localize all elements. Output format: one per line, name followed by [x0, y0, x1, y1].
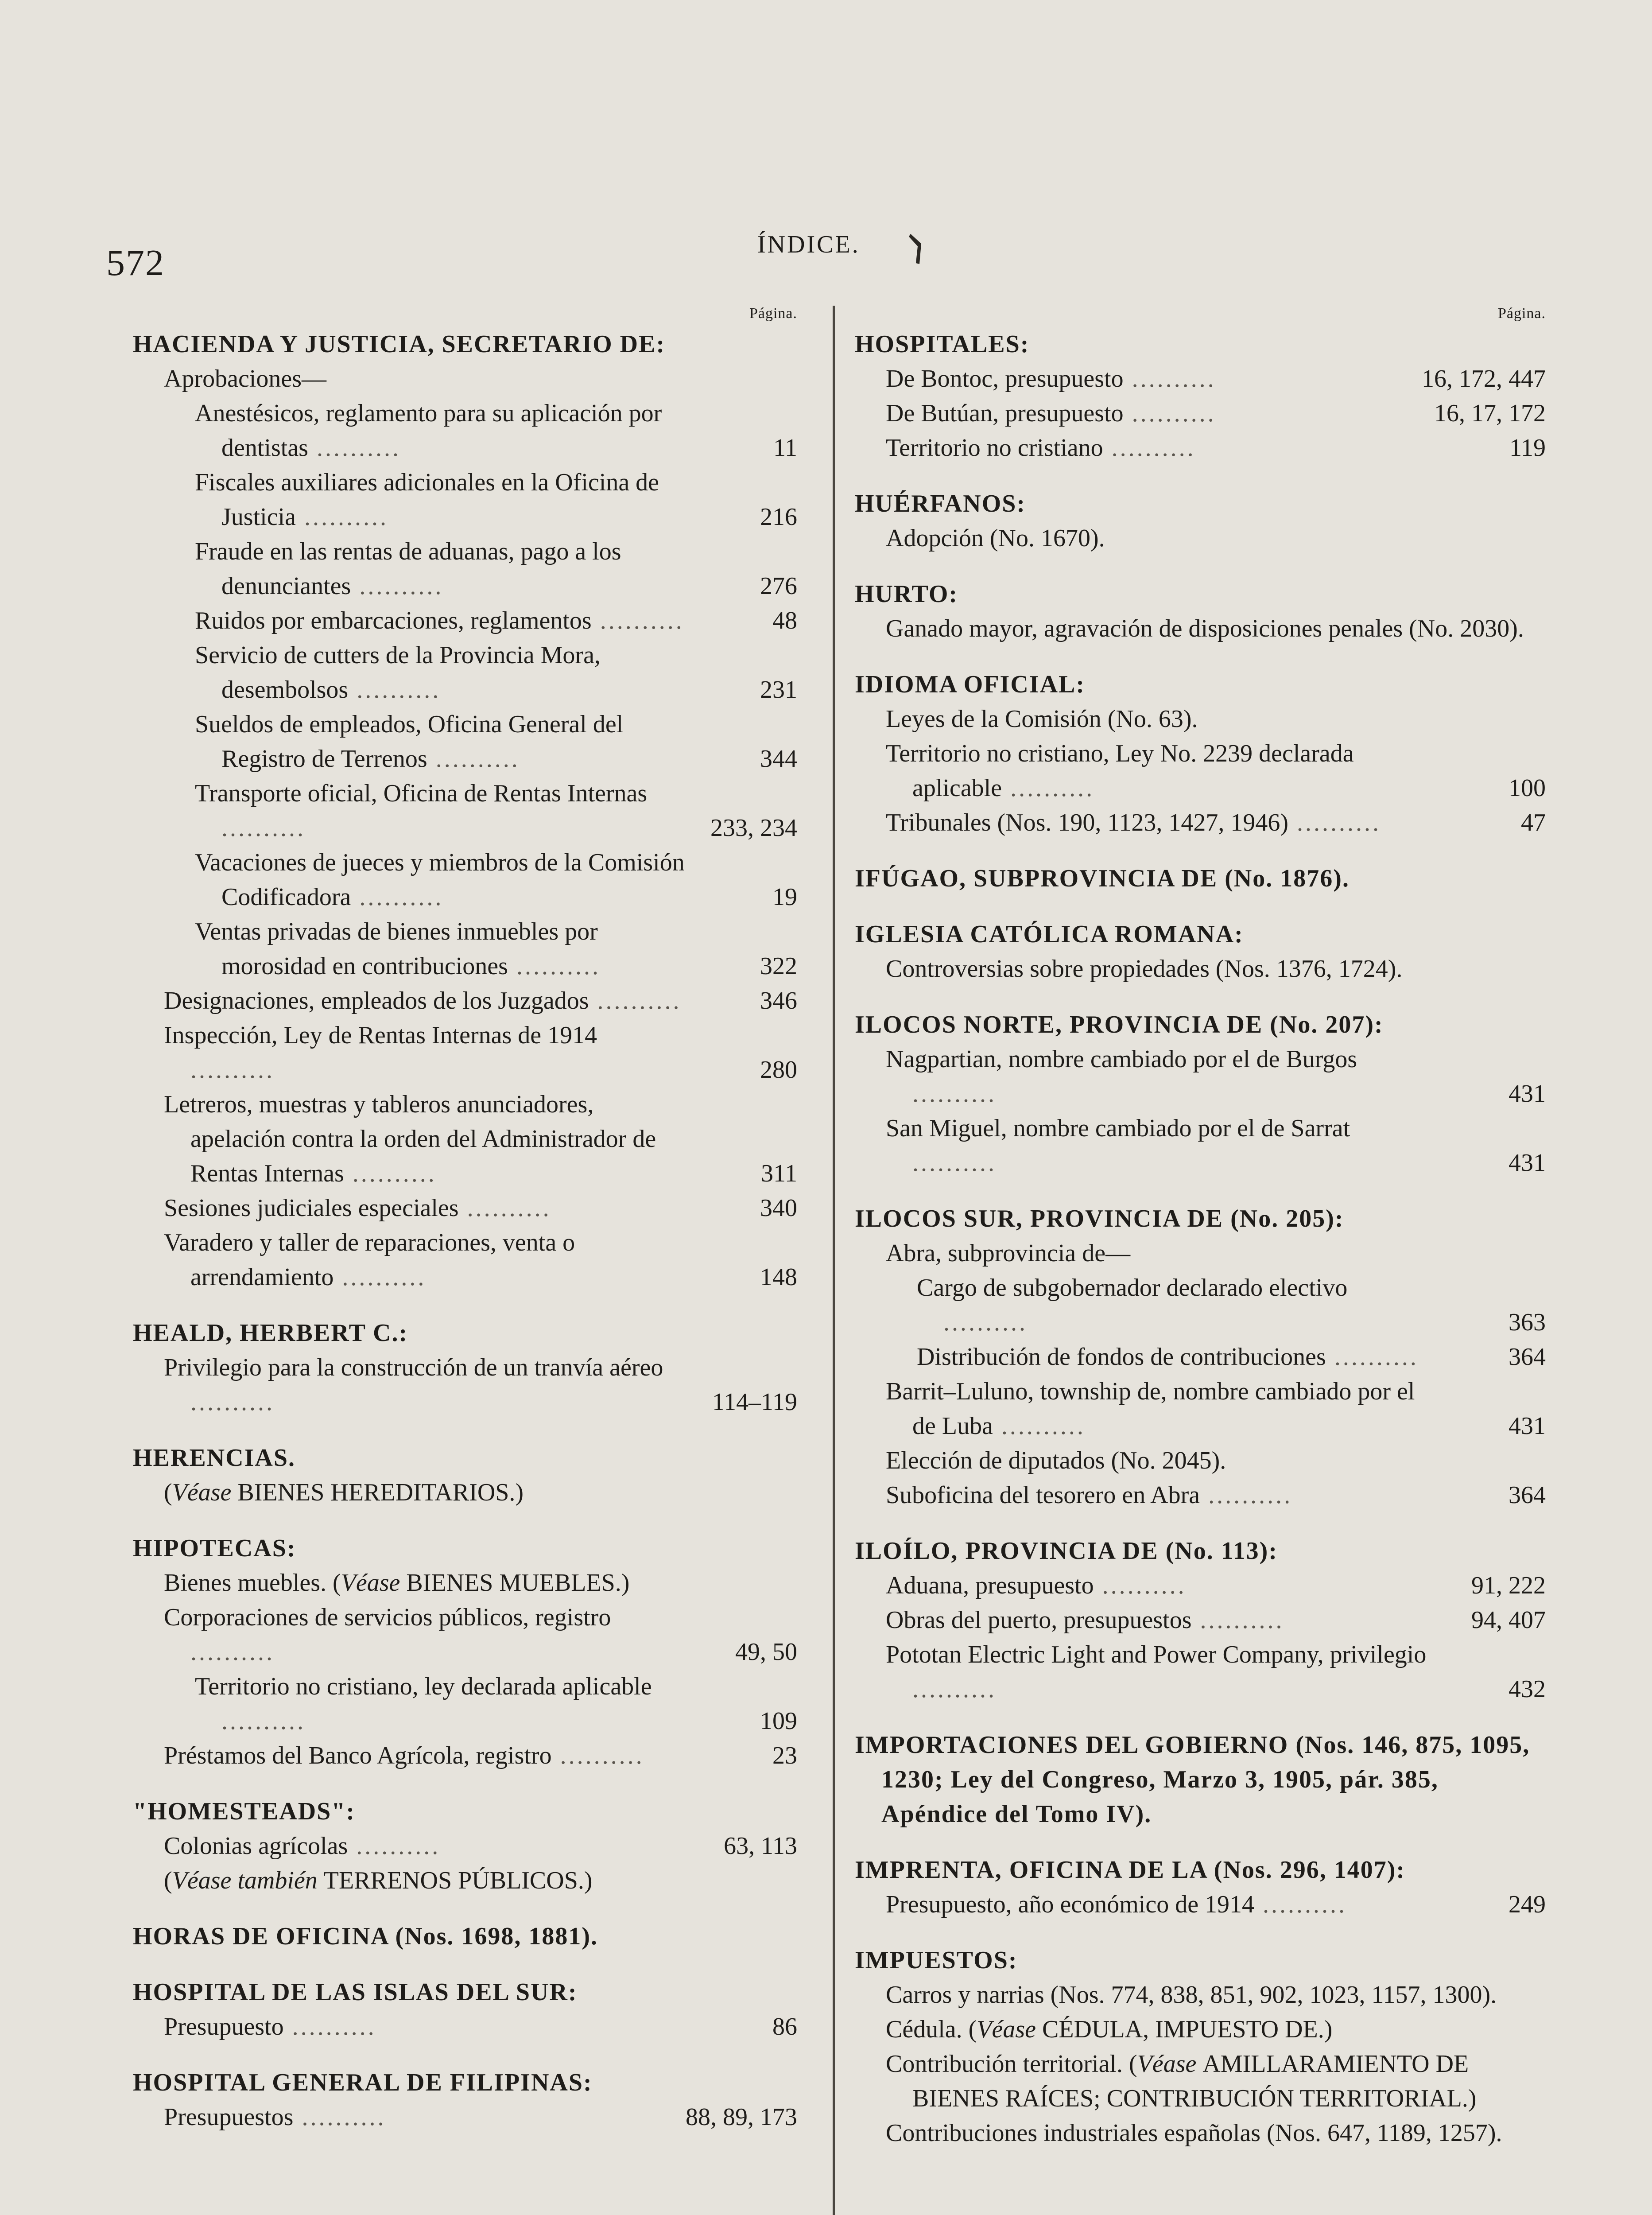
- index-heading: [133, 1794, 797, 1829]
- index-subentry: [855, 1236, 1546, 1271]
- running-head: ÍNDICE.: [757, 231, 860, 258]
- cross-reference-target: BIENES MUEBLES.: [406, 1569, 621, 1597]
- index-subentry: [855, 1111, 1546, 1180]
- leader-dots: ..........: [351, 572, 444, 600]
- index-heading-text: HIPOTECAS:: [133, 1535, 296, 1562]
- index-column-right: [855, 306, 1546, 2150]
- index-subentry: [855, 431, 1546, 465]
- index-entry: [133, 1531, 797, 1773]
- leader-dots: ..........: [295, 503, 388, 531]
- index-heading: [133, 1441, 797, 1475]
- subentry-text: Suboficina del tesorero en Abra: [886, 1481, 1200, 1509]
- leader-dots: ..........: [351, 883, 444, 911]
- leader-dots: ..........: [943, 1309, 1028, 1336]
- index-heading: [855, 1943, 1546, 1978]
- leader-dots: ..........: [1002, 774, 1095, 802]
- subentry-text: Barrit–Luluno, township de, nombre cambiado por el de Luba: [886, 1378, 1415, 1440]
- subentry-text: Fraude en las rentas de aduanas, pago a los denunciantes: [195, 538, 621, 600]
- page-column-label: Página.: [749, 305, 797, 322]
- page-reference: 344: [760, 745, 797, 773]
- page-reference: 88, 89, 173: [686, 2103, 797, 2131]
- index-subentry: [855, 1887, 1546, 1922]
- leader-dots: ..........: [591, 607, 684, 634]
- page-reference: 49, 50: [735, 1638, 797, 1666]
- page-reference: 63, 113: [724, 1832, 797, 1860]
- subentry-text: Ganado mayor, agravación de disposiciones penales (No. 2030).: [886, 615, 1524, 642]
- subentry-text: Distribución de fondos de contribuciones: [917, 1343, 1326, 1371]
- index-heading-text: HOSPITAL GENERAL DE FILIPINAS:: [133, 2069, 593, 2096]
- index-subentry: [133, 1191, 797, 1225]
- cross-reference: (Véase BIENES HEREDITARIOS.): [164, 1479, 524, 1506]
- index-heading-text: HERENCIAS.: [133, 1444, 295, 1472]
- page-reference: 346: [760, 987, 797, 1014]
- subentry-text: Territorio no cristiano, Ley No. 2239 declarada aplicable: [886, 740, 1354, 802]
- leader-dots: ..........: [1123, 365, 1216, 392]
- subentry-text: Cargo de subgobernador declarado electivo: [917, 1274, 1348, 1302]
- index-subentry: [133, 1669, 797, 1738]
- subentry-text: Inspección, Ley de Rentas Internas de 1914: [164, 1022, 597, 1049]
- cross-reference-lead: Contribución territorial.: [886, 2050, 1129, 2078]
- index-heading-text: HOSPITALES:: [855, 330, 1030, 358]
- see-label: Véase también: [172, 1867, 318, 1894]
- index-heading: [133, 2065, 797, 2100]
- index-subentry: [855, 1443, 1546, 1478]
- leader-dots: ..........: [1288, 809, 1381, 836]
- index-subentry: [133, 2100, 797, 2134]
- leader-dots: ..........: [912, 1149, 997, 1177]
- index-entry: [855, 1728, 1546, 1831]
- subentry-text: Aduana, presupuesto: [886, 1572, 1094, 1599]
- leader-dots: ..........: [221, 814, 306, 842]
- subentry-text: Pototan Electric Light and Power Company, privilegio: [886, 1641, 1427, 1668]
- leader-dots: ..........: [283, 2013, 376, 2040]
- page-reference: 431: [1509, 1412, 1546, 1440]
- cross-reference-lead: Cédula.: [886, 2016, 969, 2043]
- see-label: Véase: [172, 1479, 232, 1506]
- subentry-text: De Butúan, presupuesto: [886, 400, 1124, 427]
- index-heading-text: ILOÍLO, PROVINCIA DE (No. 113):: [855, 1537, 1278, 1565]
- index-entry: [855, 861, 1546, 896]
- index-subentry: [133, 1087, 797, 1191]
- subentry-text: Tribunales (Nos. 190, 1123, 1427, 1946): [886, 809, 1288, 836]
- index-entry: [855, 1201, 1546, 1512]
- index-heading-text: IMPORTACIONES DEL GOBIERNO (Nos. 146, 875, 1095, 1230; Ley del Congreso, Marzo 3, 1905, pár. 385, Apéndice del Tomo IV).: [855, 1731, 1530, 1828]
- index-subentry: [855, 1042, 1546, 1111]
- page-reference: 94, 407: [1471, 1606, 1546, 1634]
- index-heading-text: ILOCOS SUR, PROVINCIA DE (No. 205):: [855, 1205, 1344, 1232]
- subentry-text: Territorio no cristiano: [886, 434, 1103, 462]
- page-reference: 364: [1509, 1481, 1546, 1509]
- leader-dots: ..........: [221, 1707, 306, 1735]
- leader-dots: ..........: [190, 1638, 275, 1666]
- cross-reference-lead: Bienes muebles.: [164, 1569, 333, 1597]
- cross-reference: Bienes muebles. (Véase BIENES MUEBLES.): [164, 1569, 630, 1597]
- page-reference: 311: [761, 1160, 797, 1187]
- index-heading-text: IGLESIA CATÓLICA ROMANA:: [855, 921, 1244, 948]
- index-heading-text: ILOCOS NORTE, PROVINCIA DE (No. 207):: [855, 1011, 1384, 1038]
- page-reference: 100: [1509, 774, 1546, 802]
- index-entry: [133, 2065, 797, 2134]
- index-subentry: [133, 534, 797, 603]
- leader-dots: ..........: [1103, 434, 1196, 462]
- leader-dots: ..........: [190, 1388, 275, 1416]
- subentry-text: Leyes de la Comisión (No. 63).: [886, 705, 1198, 733]
- subentry-text: Contribuciones industriales españolas (Nos. 647, 1189, 1257).: [886, 2119, 1502, 2147]
- index-subentry: [133, 1829, 797, 1863]
- subentry-text: Ventas privadas de bienes inmuebles por morosidad en contribuciones: [195, 918, 598, 980]
- index-heading-text: HORAS DE OFICINA (Nos. 1698, 1881).: [133, 1923, 598, 1950]
- subentry-text: Aprobaciones—: [164, 365, 327, 392]
- leader-dots: ..........: [427, 745, 520, 773]
- see-label: Véase: [341, 1569, 400, 1597]
- page-reference: 249: [1509, 1891, 1546, 1918]
- leader-dots: ..........: [334, 1263, 427, 1291]
- subentry-text: Designaciones, empleados de los Juzgados: [164, 987, 589, 1014]
- index-heading-text: HACIENDA Y JUSTICIA, SECRETARIO DE:: [133, 330, 666, 358]
- subentry-text: Carros y narrias (Nos. 774, 838, 851, 902, 1023, 1157, 1300).: [886, 1981, 1497, 2009]
- index-entry: [855, 577, 1546, 646]
- leader-dots: ..........: [1123, 400, 1216, 427]
- index-heading: [133, 327, 797, 361]
- cross-reference-target: TERRENOS PÚBLICOS.: [323, 1867, 584, 1894]
- leader-dots: ..........: [1254, 1891, 1347, 1918]
- index-heading: [855, 917, 1546, 952]
- index-subentry: [133, 361, 797, 396]
- index-subentry: [133, 776, 797, 845]
- cross-reference: (Véase también TERRENOS PÚBLICOS.): [164, 1867, 593, 1894]
- index-subentry: Préstamos del Banco Agrícola, registro .......... 23: [164, 1742, 797, 1769]
- leader-dots: ..........: [993, 1412, 1086, 1440]
- index-heading: [855, 861, 1546, 896]
- index-subentry: Presupuesto .......... 86: [164, 2013, 797, 2040]
- subentry-text: Corporaciones de servicios públicos, registro: [164, 1604, 611, 1631]
- index-subentry: [855, 2116, 1546, 2150]
- subentry-text: De Bontoc, presupuesto: [886, 365, 1124, 392]
- index-heading: [855, 667, 1546, 702]
- subentry-text: Anestésicos, reglamento para su aplicación por dentistas: [195, 400, 662, 462]
- index-entry: [855, 1007, 1546, 1180]
- subentry-text: Nagpartian, nombre cambiado por el de Burgos: [886, 1045, 1357, 1073]
- subentry-text: Presupuestos: [164, 2103, 294, 2131]
- leader-dots: ..........: [344, 1160, 437, 1187]
- index-subentry: Ruidos por embarcaciones, reglamentos .......... 48: [195, 607, 797, 634]
- index-subentry: Anestésicos, reglamento para su aplicación por dentistas .......... 11: [195, 400, 797, 462]
- ink-mark-icon: [908, 230, 926, 266]
- subentry-text: Presupuesto, año económico de 1914: [886, 1891, 1255, 1918]
- index-entry: [133, 1441, 797, 1510]
- leader-dots: ..........: [348, 676, 441, 703]
- subentry-text: Controversias sobre propiedades (Nos. 1376, 1724).: [886, 955, 1403, 983]
- index-heading-text: IDIOMA OFICIAL:: [855, 671, 1086, 698]
- index-subentry: [855, 952, 1546, 986]
- index-entry: [855, 1534, 1546, 1706]
- index-heading: [855, 1534, 1546, 1568]
- page-reference: 16, 172, 447: [1422, 365, 1546, 392]
- index-entry: [133, 1316, 797, 1419]
- subentry-text: Sueldos de empleados, Oficina General del Registro de Terrenos: [195, 711, 624, 773]
- leader-dots: ..........: [912, 1675, 997, 1703]
- index-subentry: [133, 1225, 797, 1294]
- subentry-text: Servicio de cutters de la Provincia Mora, desembolsos: [195, 641, 601, 703]
- page-number: 572: [106, 242, 165, 284]
- index-subentry: [855, 1568, 1546, 1603]
- page-reference: 109: [760, 1707, 797, 1735]
- leader-dots: ..........: [1326, 1343, 1419, 1371]
- page-reference: 431: [1509, 1080, 1546, 1108]
- index-entry: [133, 1919, 797, 1954]
- index-entry: [855, 667, 1546, 840]
- subentry-text: Vacaciones de jueces y miembros de la Comisión Codificadora: [195, 849, 685, 911]
- leader-dots: ..........: [308, 434, 401, 462]
- page-reference: 148: [760, 1263, 797, 1291]
- index-entry: [133, 327, 797, 1294]
- subentry-text: Letreros, muestras y tableros anunciadores, apelación contra la orden del Administrador de Rentas Internas: [164, 1091, 656, 1187]
- index-heading-text: "HOMESTEADS":: [133, 1798, 356, 1825]
- index-subentry: [855, 396, 1546, 431]
- index-subentry: [855, 361, 1546, 396]
- index-subentry: [133, 914, 797, 983]
- page-reference: 322: [760, 952, 797, 980]
- subentry-text: Privilegio para la construcción de un tranvía aéreo: [164, 1354, 663, 1381]
- index-heading-text: IFÚGAO, SUBPROVINCIA DE (No. 1876).: [855, 865, 1350, 892]
- cross-reference-target: BIENES HEREDITARIOS.: [237, 1479, 516, 1506]
- index-entry: [133, 1794, 797, 1898]
- page-reference: 16, 17, 172: [1434, 400, 1546, 427]
- index-column-left: [133, 306, 797, 2134]
- index-heading: [855, 1201, 1546, 1236]
- index-heading: [855, 327, 1546, 361]
- page-reference: 340: [760, 1194, 797, 1222]
- index-subentry: [133, 638, 797, 707]
- page-reference: 91, 222: [1471, 1572, 1546, 1599]
- leader-dots: ..........: [348, 1832, 441, 1860]
- index-subentry: [855, 1603, 1546, 1637]
- index-heading: [855, 1853, 1546, 1887]
- cross-reference: Contribución territorial. (Véase AMILLARAMIENTO DE BIENES RAÍCES; CONTRIBUCIÓN TERRITORIAL.): [886, 2050, 1477, 2112]
- see-label: Véase: [977, 2016, 1036, 2043]
- index-subentry: [855, 521, 1546, 556]
- page-reference: 363: [1509, 1309, 1546, 1336]
- index-subentry: [855, 736, 1546, 805]
- subentry-text: Préstamos del Banco Agrícola, registro: [164, 1742, 552, 1769]
- leader-dots: ..........: [293, 2103, 386, 2131]
- index-entry: [133, 1975, 797, 2044]
- subentry-text: Sesiones judiciales especiales: [164, 1194, 459, 1222]
- index-heading-text: HUÉRFANOS:: [855, 490, 1026, 517]
- index-heading: [133, 1531, 797, 1566]
- index-entry: [855, 486, 1546, 556]
- index-entry: [855, 1853, 1546, 1922]
- index-heading-text: IMPRENTA, OFICINA DE LA (Nos. 296, 1407):: [855, 1856, 1405, 1884]
- index-entry: [855, 917, 1546, 986]
- subentry-text: Abra, subprovincia de—: [886, 1240, 1131, 1267]
- index-heading-text: HEALD, HERBERT C.:: [133, 1319, 408, 1347]
- subentry-text: Colonias agrícolas: [164, 1832, 348, 1860]
- page-reference: 114–119: [712, 1388, 797, 1416]
- index-subentry: [133, 1350, 797, 1419]
- page-reference: 432: [1509, 1675, 1546, 1703]
- index-entry: [855, 1943, 1546, 2150]
- subentry-text: San Miguel, nombre cambiado por el de Sarrat: [886, 1115, 1350, 1142]
- index-heading-text: IMPUESTOS:: [855, 1947, 1018, 1974]
- cross-reference: Cédula. (Véase CÉDULA, IMPUESTO DE.): [886, 2016, 1333, 2043]
- index-entry: [855, 327, 1546, 465]
- subentry-text: Territorio no cristiano, ley declarada aplicable: [195, 1673, 652, 1700]
- index-heading: [855, 486, 1546, 521]
- index-heading-text: HOSPITAL DE LAS ISLAS DEL SUR:: [133, 1978, 578, 2006]
- leader-dots: ..........: [1191, 1606, 1284, 1634]
- index-subentry: [855, 1478, 1546, 1512]
- index-heading: [855, 1007, 1546, 1042]
- subentry-text: Presupuesto: [164, 2013, 284, 2040]
- leader-dots: ..........: [190, 1056, 275, 1084]
- leader-dots: ..........: [1200, 1481, 1293, 1509]
- index-subentry: [855, 702, 1546, 736]
- leader-dots: ..........: [1094, 1572, 1187, 1599]
- leader-dots: ..........: [551, 1742, 644, 1769]
- subentry-text: Elección de diputados (No. 2045).: [886, 1447, 1226, 1474]
- page-reference: 276: [760, 572, 797, 600]
- index-subentry: [133, 465, 797, 534]
- cross-reference-target: CÉDULA, IMPUESTO DE.: [1042, 2016, 1324, 2043]
- index-heading: [855, 1728, 1546, 1831]
- index-heading-text: HURTO:: [855, 580, 958, 608]
- column-divider: [833, 306, 835, 2215]
- leader-dots: ..........: [508, 952, 601, 980]
- page-reference: 233, 234: [710, 814, 797, 842]
- subentry-text: Obras del puerto, presupuestos: [886, 1606, 1192, 1634]
- subentry-text: Adopción (No. 1670).: [886, 525, 1105, 552]
- page-reference: 280: [760, 1056, 797, 1084]
- index-heading: [133, 1975, 797, 2009]
- index-subentry: [133, 707, 797, 776]
- cross-reference-target: AMILLARAMIENTO DE BIENES RAÍCES; CONTRIBUCIÓN TERRITORIAL.: [912, 2050, 1469, 2112]
- index-subentry: [855, 1978, 1546, 2012]
- index-subentry: Tribunales (Nos. 190, 1123, 1427, 1946) .......... 47: [886, 809, 1546, 836]
- subentry-text: Varadero y taller de reparaciones, venta o arrendamiento: [164, 1229, 575, 1291]
- see-label: Véase: [1137, 2050, 1197, 2078]
- page-reference: 431: [1509, 1149, 1546, 1177]
- index-subentry: [855, 1374, 1546, 1443]
- index-subentry: [855, 1340, 1546, 1374]
- subentry-text: Ruidos por embarcaciones, reglamentos: [195, 607, 592, 634]
- leader-dots: ..........: [589, 987, 682, 1014]
- subentry-text: Transporte oficial, Oficina de Rentas Internas: [195, 780, 648, 807]
- index-subentry: [133, 1600, 797, 1669]
- index-subentry: Vacaciones de jueces y miembros de la Comisión Codificadora .......... 19: [195, 849, 797, 911]
- index-subentry: [855, 611, 1546, 646]
- index-subentry: [133, 1018, 797, 1087]
- index-heading: [133, 1919, 797, 1954]
- leader-dots: ..........: [912, 1080, 997, 1108]
- page-reference: 231: [760, 676, 797, 703]
- index-subentry: [133, 983, 797, 1018]
- index-heading: [133, 1316, 797, 1350]
- subentry-text: Fiscales auxiliares adicionales en la Oficina de Justicia: [195, 469, 659, 531]
- leader-dots: ..........: [458, 1194, 551, 1222]
- page-reference: 119: [1509, 434, 1546, 462]
- index-subentry: [855, 1271, 1546, 1340]
- page-reference: 216: [760, 503, 797, 531]
- page-column-label: Página.: [1497, 305, 1546, 322]
- index-heading: [855, 577, 1546, 611]
- index-subentry: [855, 1637, 1546, 1706]
- page-reference: 364: [1509, 1343, 1546, 1371]
